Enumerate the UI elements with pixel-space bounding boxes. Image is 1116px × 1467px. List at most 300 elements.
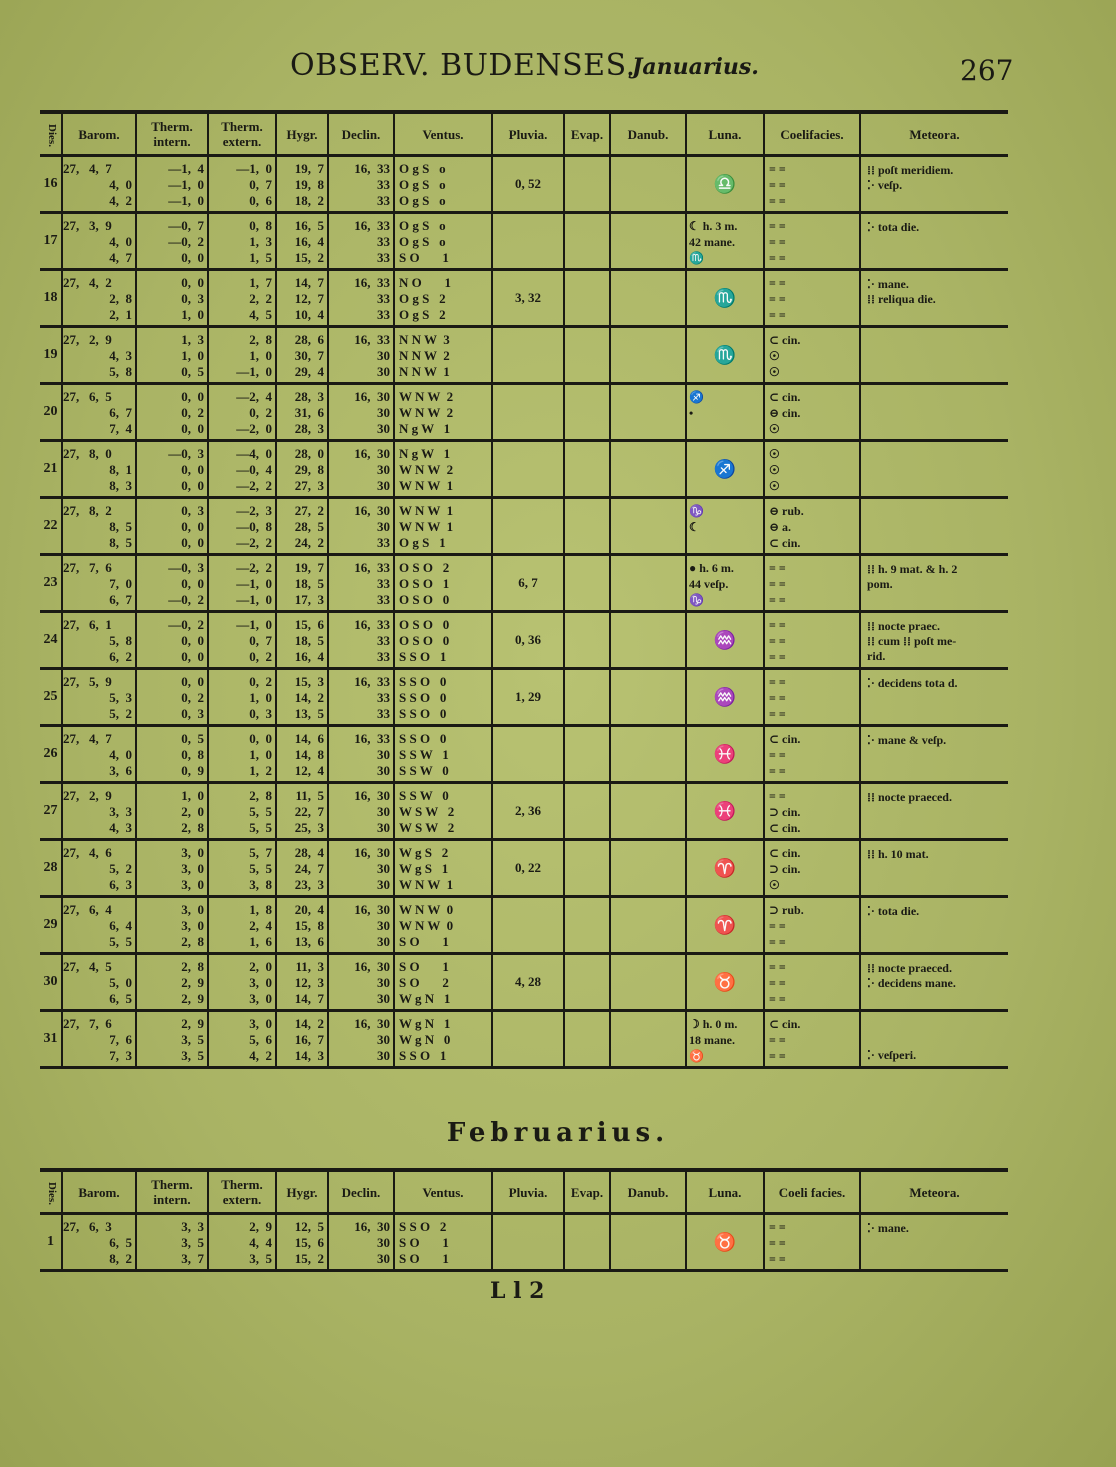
barom-value: 8, 3 — [109, 478, 132, 493]
col-pluvia: Pluvia. — [492, 1170, 564, 1214]
sky-state: = = — [769, 960, 786, 974]
text-cell — [208, 555, 276, 612]
zodiac-icon: ♏ — [713, 287, 737, 308]
sky-state: = = — [769, 178, 786, 192]
tint-value: —0, 2 — [168, 592, 204, 607]
tint-value: —0, 7 — [168, 218, 204, 233]
evap-cell — [564, 897, 610, 954]
barom-value: 7, 3 — [109, 1048, 132, 1063]
danub-cell — [610, 555, 686, 612]
hygr-cell — [276, 1011, 328, 1068]
text-value: —2, 3 — [236, 503, 272, 518]
sky-state: ⊖ rub. — [769, 504, 804, 518]
meteora-note: ⁚· tota die. — [867, 904, 920, 918]
hygr-value: 15, 2 — [294, 1251, 324, 1266]
hygr-cell — [276, 783, 328, 840]
zodiac-icon: ♎ — [713, 173, 737, 194]
pluv-value: 2, 36 — [515, 803, 541, 818]
text-value: 5, 5 — [249, 820, 272, 835]
hygr-cell — [276, 840, 328, 897]
tint-value: 3, 5 — [181, 1048, 204, 1063]
hygr-value: 27, 3 — [294, 478, 324, 493]
vent-value: S S O 2 — [399, 1219, 447, 1234]
sky-state: = = — [769, 1220, 786, 1234]
text-value: 2, 0 — [249, 959, 272, 974]
text-value: 1, 0 — [249, 690, 272, 705]
vent-value: S O 1 — [399, 1251, 449, 1266]
text-cell — [208, 270, 276, 327]
vent-cell — [394, 840, 492, 897]
col-dies: Dies. — [45, 1181, 58, 1205]
decl-value: 16, 33 — [354, 617, 390, 632]
decl-value: 33 — [377, 535, 390, 550]
barom-cell — [62, 327, 136, 384]
barom-cell — [62, 555, 136, 612]
tint-value: 2, 8 — [181, 934, 204, 949]
luna-cell — [686, 669, 764, 726]
barom-cell — [62, 441, 136, 498]
coeli-cell — [764, 669, 860, 726]
luna-value: ● h. 6 m. 44 veſp. ♑ — [689, 561, 734, 607]
meteora-cell — [860, 384, 1008, 441]
tint-cell — [136, 213, 208, 270]
tint-value: 2, 8 — [181, 959, 204, 974]
hygr-value: 16, 4 — [294, 649, 324, 664]
col-meteora: Meteora. — [860, 112, 1008, 156]
signature-mark: L l 2 — [490, 1278, 545, 1304]
vent-value: O S O 2 — [399, 560, 450, 575]
day-number: 25 — [43, 689, 58, 704]
decl-value: 16, 30 — [354, 503, 390, 518]
barom-value: 7, 4 — [109, 421, 132, 436]
danub-cell — [610, 1011, 686, 1068]
sky-state: = = — [769, 1236, 786, 1250]
pluv-cell — [492, 1011, 564, 1068]
text-cell — [208, 384, 276, 441]
pluv-value: 1, 29 — [515, 689, 541, 704]
barom-cell — [62, 1214, 136, 1271]
coeli-cell — [764, 498, 860, 555]
evap-cell — [564, 1214, 610, 1271]
hygr-value: 15, 3 — [294, 674, 324, 689]
hygr-value: 12, 3 — [294, 975, 324, 990]
sky-state: = = — [769, 789, 786, 803]
day-number: 29 — [43, 917, 58, 932]
tint-cell — [136, 897, 208, 954]
meteora-cell — [860, 156, 1008, 213]
col-declin: Declin. — [328, 1170, 394, 1214]
sky-state: ⊂ cin. — [769, 333, 801, 347]
table-row — [40, 498, 1008, 555]
sky-state: ☉ — [769, 349, 780, 363]
sky-state: ☉ — [769, 463, 780, 477]
barom-value: 2, 1 — [109, 307, 132, 322]
text-value: 2, 9 — [249, 1219, 272, 1234]
decl-cell — [328, 327, 394, 384]
tint-value: 1, 3 — [181, 332, 204, 347]
zodiac-icon: ♓ — [713, 743, 737, 764]
danub-cell — [610, 612, 686, 669]
sky-state: ☉ — [769, 365, 780, 379]
pluv-value: 0, 52 — [515, 176, 541, 191]
sky-state: ☉ — [769, 447, 780, 461]
sky-state: ☉ — [769, 878, 780, 892]
decl-value: 30 — [377, 975, 390, 990]
vent-value: O S O 0 — [399, 592, 450, 607]
day-number: 17 — [43, 233, 58, 248]
hygr-value: 16, 7 — [294, 1032, 324, 1047]
sky-state: = = — [769, 561, 786, 575]
vent-value: W S W 2 — [399, 804, 455, 819]
meteora-cell — [860, 498, 1008, 555]
barom-value: 27, 2, 9 — [63, 332, 112, 347]
meteora-note: ⁞⁞ nocte praeced. — [867, 790, 952, 804]
day-number: 26 — [43, 746, 58, 761]
tint-value: 0, 0 — [181, 674, 204, 689]
hygr-value: 13, 5 — [294, 706, 324, 721]
hygr-value: 14, 2 — [294, 690, 324, 705]
text-value: 5, 6 — [249, 1032, 272, 1047]
tint-cell — [136, 1011, 208, 1068]
text-value: 1, 8 — [249, 902, 272, 917]
evap-cell — [564, 555, 610, 612]
decl-value: 30 — [377, 462, 390, 477]
text-value: 2, 8 — [249, 332, 272, 347]
tint-value: 0, 3 — [181, 503, 204, 518]
page-header — [0, 40, 1116, 90]
luna-cell — [686, 783, 764, 840]
hygr-value: 28, 3 — [294, 421, 324, 436]
meteora-note: ⁞⁞ reliqua die. — [867, 292, 936, 306]
hygr-value: 12, 5 — [294, 1219, 324, 1234]
tint-cell — [136, 384, 208, 441]
tint-value: 0, 2 — [181, 405, 204, 420]
barom-value: 27, 6, 1 — [63, 617, 112, 632]
text-value: 1, 0 — [249, 348, 272, 363]
hygr-value: 11, 3 — [295, 959, 324, 974]
barom-value: 5, 8 — [109, 364, 132, 379]
pluv-cell — [492, 897, 564, 954]
coeli-cell — [764, 156, 860, 213]
hygr-cell — [276, 498, 328, 555]
sky-state: ⊂ cin. — [769, 846, 801, 860]
barom-value: 6, 7 — [109, 405, 132, 420]
sky-state: = = — [769, 1252, 786, 1266]
vent-cell — [394, 555, 492, 612]
february-body — [40, 1214, 1008, 1271]
col-hygr: Hygr. — [276, 112, 328, 156]
danub-cell — [610, 1214, 686, 1271]
decl-value: 30 — [377, 918, 390, 933]
tint-cell — [136, 726, 208, 783]
tint-cell — [136, 1214, 208, 1271]
vent-value: O g S o — [399, 218, 446, 233]
sky-state: ⊖ a. — [769, 520, 792, 534]
text-value: —4, 0 — [236, 446, 272, 461]
hygr-value: 16, 4 — [294, 234, 324, 249]
text-value: 0, 0 — [249, 731, 272, 746]
tint-value: 1, 0 — [181, 348, 204, 363]
sky-state: ⊂ cin. — [769, 536, 801, 550]
decl-value: 33 — [377, 633, 390, 648]
meteora-note: ⁞⁞ nocte praeced. — [867, 961, 952, 975]
pluv-cell — [492, 327, 564, 384]
tint-cell — [136, 555, 208, 612]
hygr-cell — [276, 213, 328, 270]
decl-value: 16, 30 — [354, 788, 390, 803]
pluv-value: 0, 22 — [515, 860, 541, 875]
day-number: 30 — [43, 974, 58, 989]
barom-value: 27, 8, 0 — [63, 446, 112, 461]
vent-value: W N W 1 — [399, 503, 454, 518]
vent-value: S S W 1 — [399, 747, 449, 762]
text-value: 2, 2 — [249, 291, 272, 306]
barom-value: 4, 2 — [109, 193, 132, 208]
meteora-note — [867, 1033, 1006, 1048]
tint-value: 0, 8 — [181, 747, 204, 762]
barom-value: 27, 8, 2 — [63, 503, 112, 518]
hygr-value: 15, 6 — [294, 617, 324, 632]
table-row — [40, 156, 1008, 213]
barom-cell — [62, 897, 136, 954]
tint-cell — [136, 156, 208, 213]
tint-value: 0, 0 — [181, 389, 204, 404]
hygr-value: 15, 2 — [294, 250, 324, 265]
hygr-value: 19, 7 — [294, 161, 324, 176]
luna-cell — [686, 954, 764, 1011]
coeli-cell — [764, 726, 860, 783]
tint-value: 3, 0 — [181, 902, 204, 917]
table-header-row — [40, 1170, 1008, 1214]
danub-cell — [610, 213, 686, 270]
sky-state: ☉ — [769, 479, 780, 493]
coeli-cell — [764, 327, 860, 384]
vent-cell — [394, 1011, 492, 1068]
vent-cell — [394, 897, 492, 954]
barom-value: 5, 0 — [109, 975, 132, 990]
day-number: 1 — [47, 1234, 54, 1249]
hygr-value: 14, 8 — [294, 747, 324, 762]
meteora-note: rid. — [867, 649, 886, 663]
decl-value: 16, 30 — [354, 902, 390, 917]
decl-value: 16, 30 — [354, 1219, 390, 1234]
col-danub: Danub. — [610, 112, 686, 156]
vent-value: W N W 0 — [399, 902, 454, 917]
meteora-note: ⁞⁞ poſt meridiem. — [867, 163, 954, 177]
hygr-value: 24, 7 — [294, 861, 324, 876]
decl-value: 30 — [377, 1032, 390, 1047]
table-row — [40, 612, 1008, 669]
decl-value: 30 — [377, 519, 390, 534]
vent-cell — [394, 156, 492, 213]
text-value: 3, 0 — [249, 1016, 272, 1031]
sky-state: ⊂ cin. — [769, 821, 801, 835]
luna-cell — [686, 384, 764, 441]
hygr-value: 12, 4 — [294, 763, 324, 778]
barom-value: 27, 4, 7 — [63, 161, 112, 176]
hygr-cell — [276, 1214, 328, 1271]
text-value: 0, 3 — [249, 706, 272, 721]
barom-value: 27, 7, 6 — [63, 560, 112, 575]
hygr-value: 25, 3 — [294, 820, 324, 835]
table-row — [40, 897, 1008, 954]
pluv-cell — [492, 1214, 564, 1271]
hygr-value: 28, 0 — [294, 446, 324, 461]
text-cell — [208, 327, 276, 384]
vent-value: O g S o — [399, 193, 446, 208]
hygr-value: 10, 4 — [294, 307, 324, 322]
decl-value: 30 — [377, 348, 390, 363]
vent-value: O g S 2 — [399, 291, 446, 306]
hygr-value: 12, 7 — [294, 291, 324, 306]
hygr-cell — [276, 954, 328, 1011]
meteora-cell — [860, 270, 1008, 327]
text-value: 1, 7 — [249, 275, 272, 290]
hygr-value: 11, 5 — [295, 788, 324, 803]
luna-cell — [686, 555, 764, 612]
meteora-cell — [860, 897, 1008, 954]
table-row — [40, 783, 1008, 840]
barom-value: 8, 1 — [109, 462, 132, 477]
hygr-value: 28, 4 — [294, 845, 324, 860]
vent-cell — [394, 954, 492, 1011]
evap-cell — [564, 327, 610, 384]
text-value: 5, 7 — [249, 845, 272, 860]
sky-state: ⊃ cin. — [769, 862, 801, 876]
zodiac-icon: ♈ — [713, 914, 737, 935]
luna-cell — [686, 498, 764, 555]
hygr-cell — [276, 669, 328, 726]
decl-value: 33 — [377, 592, 390, 607]
barom-value: 27, 4, 6 — [63, 845, 112, 860]
hygr-value: 28, 5 — [294, 519, 324, 534]
tint-value: —0, 2 — [168, 617, 204, 632]
table-row — [40, 840, 1008, 897]
col-declin: Declin. — [328, 112, 394, 156]
vent-value: N O 1 — [399, 275, 451, 290]
vent-value: W N W 0 — [399, 918, 454, 933]
danub-cell — [610, 897, 686, 954]
coeli-cell — [764, 270, 860, 327]
sky-state: ☉ — [769, 422, 780, 436]
sky-state: = = — [769, 764, 786, 778]
meteora-cell — [860, 669, 1008, 726]
meteora-note: ⁚· tota die. — [867, 220, 920, 234]
hygr-value: 18, 2 — [294, 193, 324, 208]
text-value: 0, 7 — [249, 633, 272, 648]
tint-value: 0, 0 — [181, 519, 204, 534]
text-value: —1, 0 — [236, 576, 272, 591]
sky-state: ⊖ cin. — [769, 406, 801, 420]
col-barom: Barom. — [62, 112, 136, 156]
luna-cell — [686, 1011, 764, 1068]
decl-cell — [328, 156, 394, 213]
danub-cell — [610, 669, 686, 726]
text-cell — [208, 783, 276, 840]
meteora-cell — [860, 954, 1008, 1011]
tint-cell — [136, 840, 208, 897]
tint-cell — [136, 498, 208, 555]
hygr-cell — [276, 555, 328, 612]
col-barom: Barom. — [62, 1170, 136, 1214]
luna-cell — [686, 213, 764, 270]
tint-value: 0, 0 — [181, 421, 204, 436]
hygr-value: 14, 6 — [294, 731, 324, 746]
hygr-value: 23, 3 — [294, 877, 324, 892]
hygr-value: 18, 5 — [294, 633, 324, 648]
pluv-cell — [492, 840, 564, 897]
hygr-cell — [276, 441, 328, 498]
decl-cell — [328, 213, 394, 270]
table-row — [40, 726, 1008, 783]
vent-value: S S O 0 — [399, 690, 447, 705]
decl-cell — [328, 783, 394, 840]
meteora-cell — [860, 213, 1008, 270]
sky-state: = = — [769, 675, 786, 689]
text-value: —2, 0 — [236, 421, 272, 436]
table-row — [40, 669, 1008, 726]
tint-value: 0, 0 — [181, 275, 204, 290]
sky-state: = = — [769, 593, 786, 607]
meteora-cell — [860, 555, 1008, 612]
col-pluvia: Pluvia. — [492, 112, 564, 156]
luna-cell — [686, 897, 764, 954]
luna-cell — [686, 1214, 764, 1271]
text-value: —2, 2 — [236, 560, 272, 575]
tint-value: 3, 5 — [181, 1235, 204, 1250]
vent-cell — [394, 270, 492, 327]
luna-value: ♑ ☾ — [689, 504, 704, 534]
vent-value: O g S o — [399, 161, 446, 176]
tint-value: 0, 0 — [181, 250, 204, 265]
decl-value: 33 — [377, 291, 390, 306]
vent-value: S S O 1 — [399, 1048, 447, 1063]
tint-value: —0, 3 — [168, 560, 204, 575]
decl-value: 30 — [377, 1048, 390, 1063]
decl-value: 16, 33 — [354, 332, 390, 347]
hygr-value: 16, 5 — [294, 218, 324, 233]
vent-value: N g W 1 — [399, 446, 451, 461]
barom-value: 27, 4, 2 — [63, 275, 112, 290]
vent-value: S O 1 — [399, 1235, 449, 1250]
vent-value: N N W 3 — [399, 332, 450, 347]
barom-value: 5, 5 — [109, 934, 132, 949]
pluv-cell — [492, 669, 564, 726]
hygr-value: 31, 6 — [294, 405, 324, 420]
text-value: 3, 8 — [249, 877, 272, 892]
danub-cell — [610, 384, 686, 441]
decl-value: 16, 30 — [354, 389, 390, 404]
danub-cell — [610, 327, 686, 384]
decl-value: 33 — [377, 193, 390, 208]
decl-value: 33 — [377, 250, 390, 265]
table-row — [40, 1214, 1008, 1271]
zodiac-icon: ♐ — [713, 458, 737, 479]
decl-value: 30 — [377, 877, 390, 892]
meteora-note: ⁚· decidens mane. — [867, 976, 956, 990]
sky-state: ⊃ cin. — [769, 805, 801, 819]
decl-value: 16, 33 — [354, 731, 390, 746]
text-value: 1, 3 — [249, 234, 272, 249]
decl-value: 16, 33 — [354, 674, 390, 689]
zodiac-icon: ♈ — [713, 857, 737, 878]
tint-value: 1, 0 — [181, 307, 204, 322]
vent-value: W N W 2 — [399, 389, 454, 404]
danub-cell — [610, 441, 686, 498]
meteora-note: ⁞⁞ h. 9 mat. & h. 2 — [867, 562, 958, 576]
coeli-cell — [764, 1214, 860, 1271]
table-row — [40, 270, 1008, 327]
